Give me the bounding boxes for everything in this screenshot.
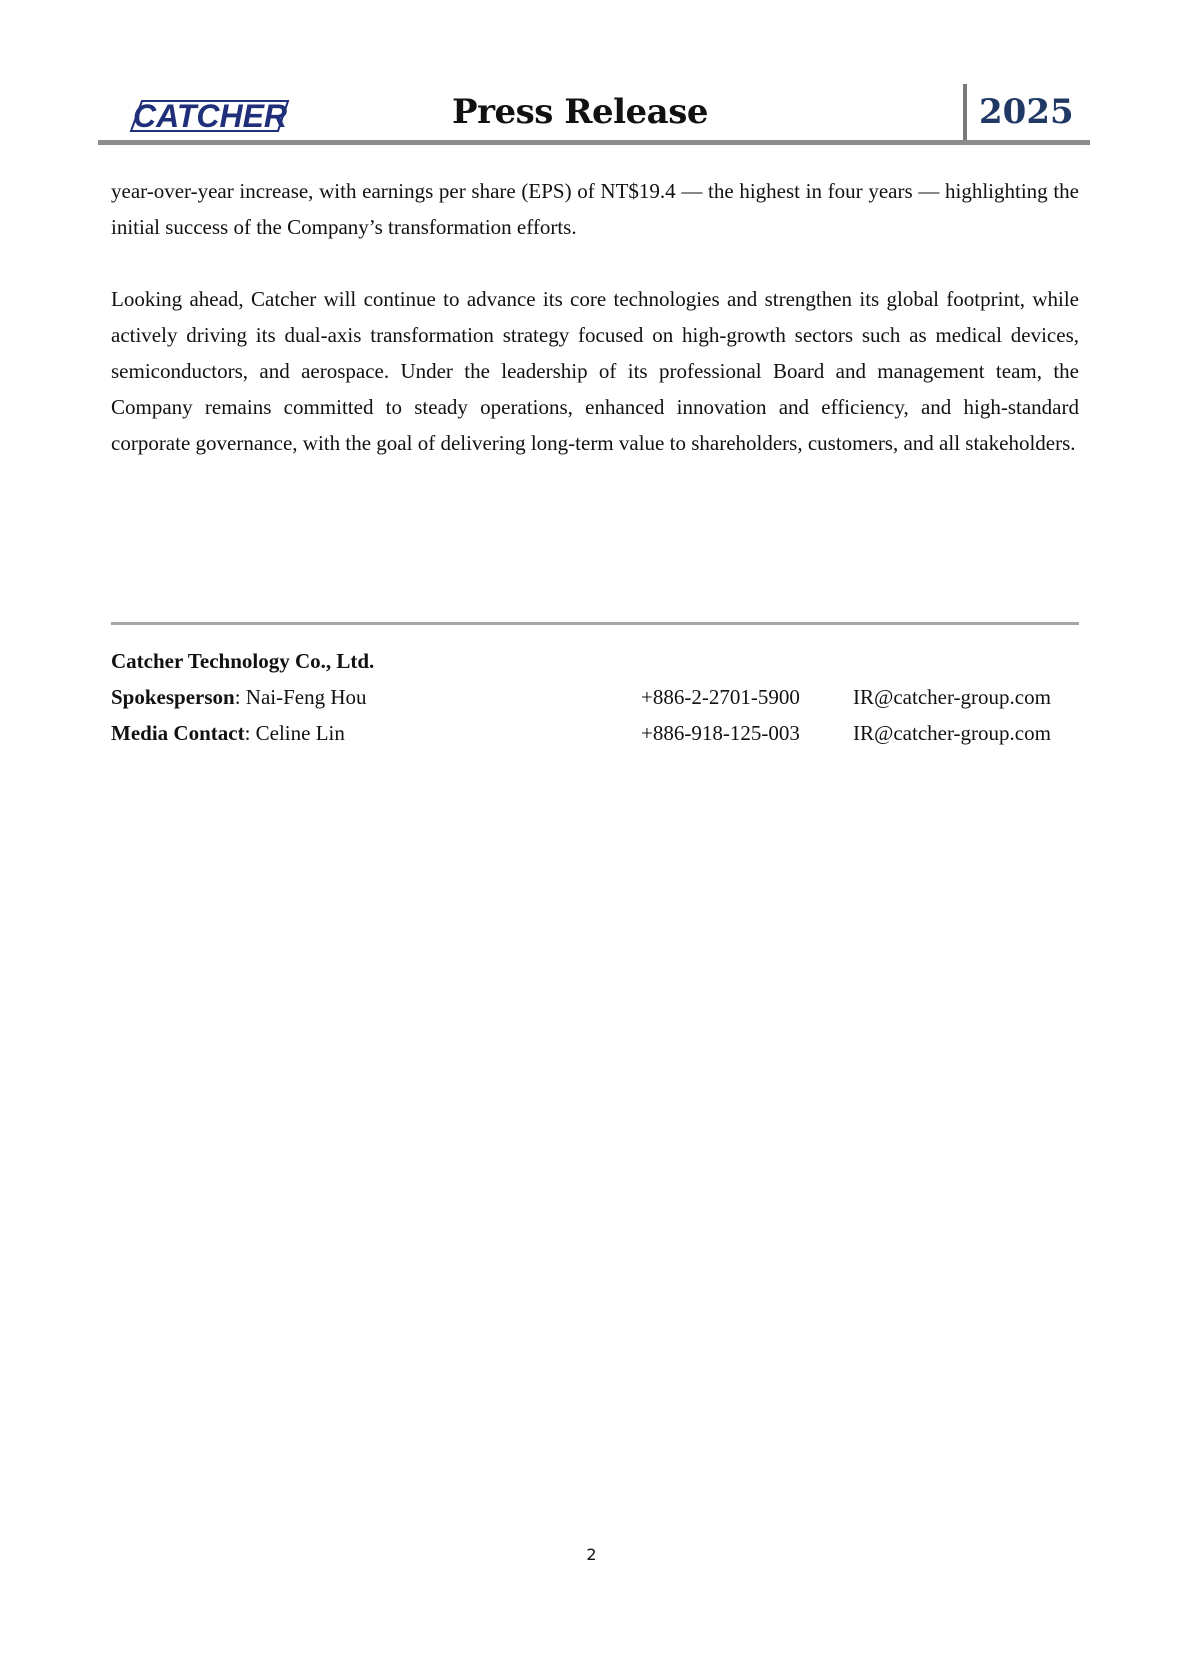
section-divider	[111, 622, 1079, 625]
contact-row-media	[111, 715, 1079, 751]
logo-text: CATCHER	[132, 98, 288, 134]
company-name: Catcher Technology Co., Ltd.	[111, 649, 375, 673]
header-rule	[98, 140, 1090, 145]
body-paragraph: year-over-year increase, with earnings per share (EPS) of NT$19.4 — the highest in four years — highlighting the initial success of the Company’s transformation efforts.	[111, 179, 1079, 239]
contact-row-spokesperson	[111, 679, 1079, 715]
body-paragraph: Looking ahead, Catcher will continue to advance its core technologies and strengthen its global footprint, while actively driving its dual-axis transformation strategy focused on high-growth sectors such as medical devices, semiconductors, and aerospace. Under the leadership of its professional Board and management team, the Company remains committed to steady operations, enhanced innovation and efficiency, and high-standard corporate governance, with the goal of delivering long-term value to shareholders, customers, and all stakeholders.	[111, 287, 1079, 455]
catcher-logo	[128, 98, 293, 134]
contact-label: Media Contact	[111, 721, 245, 745]
contact-block	[111, 643, 1079, 751]
contact-name: : Celine Lin	[244, 721, 345, 745]
header-vertical-rule	[963, 84, 967, 142]
contact-phone: +886-2-2701-5900	[641, 685, 800, 709]
page-title: Press Release	[452, 92, 708, 132]
contact-phone: +886-918-125-003	[641, 721, 800, 745]
header-year: 2025	[979, 92, 1074, 132]
contact-name: : Nai-Feng Hou	[234, 685, 367, 709]
page-header	[98, 84, 1090, 146]
page-number: 2	[586, 1545, 597, 1564]
contact-email[interactable]: IR@catcher-group.com	[853, 685, 1051, 709]
contact-label: Spokesperson	[111, 685, 235, 709]
contact-email[interactable]: IR@catcher-group.com	[853, 721, 1051, 745]
